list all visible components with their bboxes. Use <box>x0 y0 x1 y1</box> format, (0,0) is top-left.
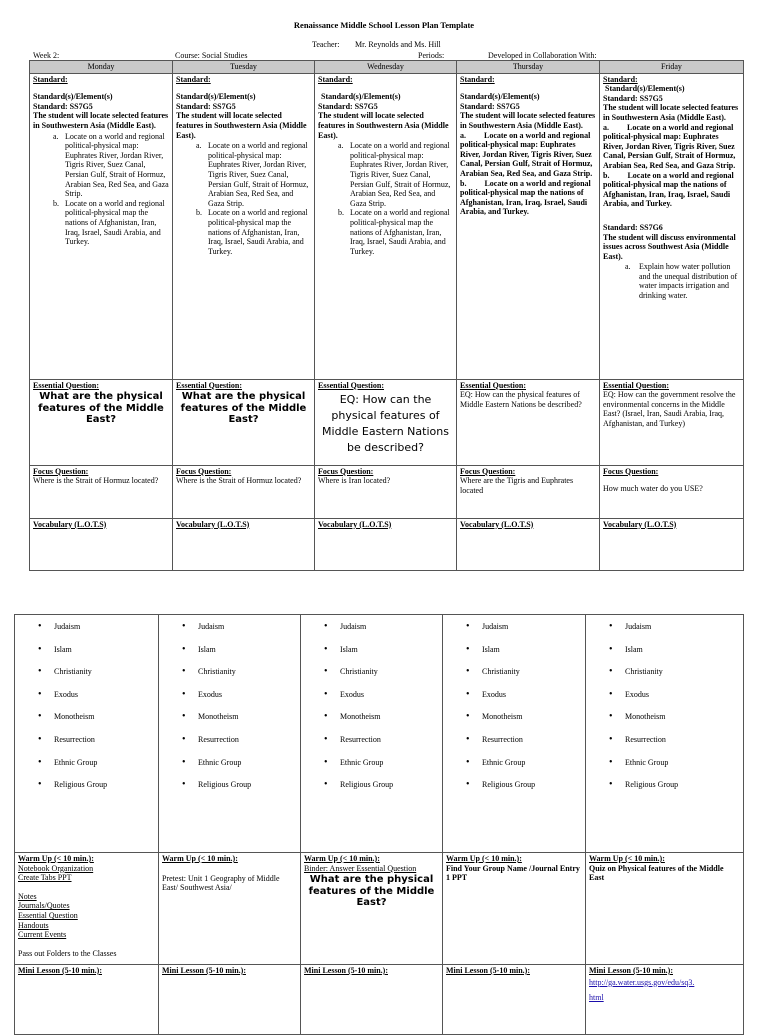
vocab-list-wednesday <box>301 615 443 853</box>
standard-item-a: Locate on a world and regional political-physical map: Euphrates River, Jordan River, Tigris River, Suez Canal, Persian Gulf, Strait of Hormuz, Arabian Sea, Red Sea, and Gaza Strip. <box>603 122 736 170</box>
vocab-term: • Resurrection <box>446 735 582 758</box>
eq-cell-thursday <box>457 379 600 465</box>
vocab-term: • Judaism <box>446 622 582 645</box>
vocab-term: • Resurrection <box>304 735 439 758</box>
focus-cell-wednesday <box>315 465 457 518</box>
elements-label: Standard(s)/Element(s) <box>605 84 685 94</box>
eq-label: Essential Question: <box>33 380 100 390</box>
warmup-text-thursday: Find Your Group Name /Journal Entry 1 PPT <box>446 863 580 883</box>
vocab-term: • Islam <box>304 645 439 668</box>
vocab-term: • Ethnic Group <box>446 758 582 781</box>
vocab-term: • Resurrection <box>162 735 297 758</box>
standard-code: Standard: SS7G5 <box>603 93 663 103</box>
vocab-term: • Monotheism <box>446 712 582 735</box>
warmup-item: Journals/Quotes <box>18 901 70 911</box>
warmup-item: Handouts <box>18 920 49 930</box>
warmup-cell-tuesday <box>159 853 301 965</box>
warmup-label: Warm Up (< 10 min.): <box>304 854 380 863</box>
usgs-link-continued[interactable]: html <box>589 993 604 1003</box>
standard-description: The student will locate selected features in Southwestern Asia (Middle East). <box>176 111 307 140</box>
elements-label: Standard(s)/Element(s) <box>176 92 256 102</box>
vocab-term: • Ethnic Group <box>18 758 155 781</box>
warmup-item: Essential Question <box>18 910 78 920</box>
standard-description-2: The student will discuss environmental issues across Southwest Asia (Middle East). <box>603 232 736 261</box>
warmup-item: Notebook Organization <box>18 863 94 873</box>
vocab-term: • Religious Group <box>304 780 439 803</box>
eq-text-thursday: EQ: How can the physical features of Middle Eastern Nations be described? <box>460 390 582 409</box>
minilesson-cell-tuesday <box>159 965 301 1035</box>
vocab-term: • Exodus <box>162 690 297 713</box>
focus-cell-thursday <box>457 465 600 518</box>
vocab-term: • Monotheism <box>18 712 155 735</box>
standard-code: Standard: SS7G5 <box>460 101 520 111</box>
eq-label: Essential Question: <box>176 380 243 390</box>
vocab-label: Vocabulary (L.O.T.S) <box>603 519 677 529</box>
focus-label: Focus Question: <box>33 466 89 476</box>
focus-text-friday: How much water do you USE? <box>603 484 703 494</box>
vocab-label: Vocabulary (L.O.T.S) <box>460 519 534 529</box>
day-header-tuesday: Tuesday <box>173 61 315 74</box>
focus-text-thursday: Where are the Tigris and Euphrates located <box>460 476 574 495</box>
focus-label: Focus Question: <box>318 466 374 476</box>
minilesson-label: Mini Lesson (5-10 min.): <box>446 966 530 975</box>
vocab-term: • Religious Group <box>18 780 155 803</box>
eq-text-monday: What are the physical features of the Middle East? <box>38 391 164 426</box>
eq-cell-monday <box>30 379 173 465</box>
standard-cell-tuesday: Standard: Standard(s)/Element(s) Standard: SS7G5 The student will locate selected features in Southwestern Asia (Middle East). a. Locate on a world and regional political-physical map: Euphrates River, Jordan River, Tigris River, Suez Canal, Persian Gulf, Strait of Hormuz, Arabian Sea, Red Sea, and Gaza Strip. b. Locate on a world and regional political-physical map the nations of Afghanistan, Iran, Iraq, Israel, Saudi Arabia, and Turkey. <box>173 73 315 379</box>
elements-label: Standard(s)/Element(s) <box>33 92 113 102</box>
elements-label: Standard(s)/Element(s) <box>321 92 401 102</box>
warmup-cell-thursday <box>443 853 586 965</box>
vocab-term: • Exodus <box>589 690 740 713</box>
vocab-term: • Christianity <box>446 667 582 690</box>
focus-cell-tuesday <box>173 465 315 518</box>
warmup-item: Notes <box>18 891 37 901</box>
minilesson-cell-monday <box>15 965 159 1035</box>
vocab-term: • Resurrection <box>589 735 740 758</box>
warmup-label: Warm Up (< 10 min.): <box>18 854 94 863</box>
day-header-wednesday: Wednesday <box>315 61 457 74</box>
standard-item-a: Locate on a world and regional political-physical map: Euphrates River, Jordan River, Tigris River, Suez Canal, Persian Gulf, Strait of Hormuz, Arabian Sea, Red Sea, and Gaza Strip. <box>208 141 309 208</box>
vocab-cell-tuesday <box>173 518 315 570</box>
warmup-cell-monday <box>15 853 159 965</box>
vocab-term: • Religious Group <box>162 780 297 803</box>
focus-cell-friday <box>600 465 744 518</box>
focus-text-tuesday: Where is the Strait of Hormuz located? <box>176 476 302 486</box>
week-label: Week 2: <box>33 51 60 60</box>
standard-description: The student will locate selected features in Southwestern Asia (Middle East). <box>603 103 739 122</box>
vocab-term: • Judaism <box>304 622 439 645</box>
standard-label: Standard: <box>33 74 68 84</box>
focus-label: Focus Question: <box>603 466 659 476</box>
warmup-item: Create Tabs PPT <box>18 873 72 883</box>
focus-cell-monday <box>30 465 173 518</box>
standard-label: Standard: <box>603 74 638 84</box>
teacher-label: Teacher: <box>312 40 340 49</box>
document-title: Renaissance Middle School Lesson Plan Template <box>293 20 475 30</box>
eq-cell-wednesday <box>315 379 457 465</box>
warmup-note: Pass out Folders to the Classes <box>18 948 117 958</box>
vocab-cell-wednesday <box>315 518 457 570</box>
vocab-label: Vocabulary (L.O.T.S) <box>318 519 392 529</box>
vocab-term: • Christianity <box>162 667 297 690</box>
standard-item-a: Locate on a world and regional political-physical map: Euphrates River, Jordan River, Tigris River, Suez Canal, Persian Gulf, Strait of Hormuz, Arabian Sea, Red Sea, and Gaza Strip. <box>350 141 451 208</box>
vocab-term: • Islam <box>589 645 740 668</box>
developed-label: Developed in Collaboration With: <box>488 51 597 60</box>
vocab-term: • Christianity <box>18 667 155 690</box>
eq-cell-tuesday <box>173 379 315 465</box>
standard-description: The student will locate selected features in Southwestern Asia (Middle East). <box>460 111 596 130</box>
vocab-term: • Judaism <box>162 622 297 645</box>
standard-code: Standard: SS7G5 <box>176 101 236 111</box>
vocab-term: • Monotheism <box>589 712 740 735</box>
eq-text-tuesday: What are the physical features of the Middle East? <box>180 391 307 426</box>
vocab-term: • Islam <box>446 645 582 668</box>
focus-label: Focus Question: <box>176 466 232 476</box>
warmup-cell-friday <box>586 853 744 965</box>
vocab-cell-friday <box>600 518 744 570</box>
standard-code: Standard: SS7G5 <box>318 101 378 111</box>
day-header-friday: Friday <box>600 61 744 74</box>
course-label: Course: Social Studies <box>175 51 248 60</box>
standard-item-b: Locate on a world and regional political-physical map the nations of Afghanistan, Iran, Iraq, Israel, Saudi Arabia, and Turkey. <box>208 208 308 256</box>
warmup-label: Warm Up (< 10 min.): <box>446 854 522 863</box>
warmup-text-wednesday: Binder: Answer Essential Question <box>304 863 417 873</box>
vocab-term: • Monotheism <box>162 712 297 735</box>
warmup-text-friday: Quiz on Physical features of the Middle East <box>589 863 724 883</box>
vocab-label: Vocabulary (L.O.T.S) <box>33 519 107 529</box>
teacher-names: Mr. Reynolds and Ms. Hill <box>355 40 441 49</box>
standard-item-b: Locate on a world and regional political-physical map the nations of Afghanistan, Iran, Iraq, Israel, Saudi Arabia, and Turkey. <box>460 178 591 217</box>
vocab-cell-monday <box>30 518 173 570</box>
eq-label: Essential Question: <box>603 380 670 390</box>
vocab-term: • Christianity <box>589 667 740 690</box>
vocab-term: • Ethnic Group <box>304 758 439 781</box>
standard-cell-monday: Standard: Standard(s)/Element(s) Standard: SS7G5 The student will locate selected features in Southwestern Asia (Middle East). a. Locate on a world and regional political-physical map: Euphrates River, Jordan River, Tigris River, Suez Canal, Persian Gulf, Strait of Hormuz, Arabian Sea, Red Sea, and Gaza Strip. b. Locate on a world and regional political-physical map the nations of Afghanistan, Iran, Iraq, Israel, Saudi Arabia, and Turkey. <box>30 73 173 379</box>
lesson-plan-table-top <box>29 60 744 571</box>
standard-cell-friday: Standard: Standard(s)/Element(s) Standard: SS7G5 The student will locate selected features in Southwestern Asia (Middle East). a. Locate on a world and regional political-physical map: Euphrates River, Jordan River, Tigris River, Suez Canal, Persian Gulf, Strait of Hormuz, Arabian Sea, Red Sea, and Gaza Strip. b. Locate on a world and regional political-physical map the nations of Afghanistan, Iran, Iraq, Israel, Saudi Arabia, and Turkey. Standard: SS7G6 The student will discuss environmental issues across Southwest Asia (Middle East). a. Explain how water pollution and the unequal distribution of water impacts irrigation and drinking water. <box>600 73 744 379</box>
vocab-term: • Islam <box>18 645 155 668</box>
standard-item-b: Locate on a world and regional political-physical map the nations of Afghanistan, Iran, Iraq, Israel, Saudi Arabia, and Turkey. <box>65 198 165 247</box>
eq-label: Essential Question: <box>318 380 385 390</box>
vocab-term: • Ethnic Group <box>589 758 740 781</box>
standard-item-b: Locate on a world and regional political-physical map the nations of Afghanistan, Iran, Iraq, Israel, Saudi Arabia, and Turkey. <box>603 170 734 209</box>
vocab-list-tuesday <box>159 615 301 853</box>
periods-label: Periods: <box>418 51 445 60</box>
standard-cell-wednesday: Standard: Standard(s)/Element(s) Standard: SS7G5 The student will locate selected features in Southwestern Asia (Middle East). a. Locate on a world and regional political-physical map: Euphrates River, Jordan River, Tigris River, Suez Canal, Persian Gulf, Strait of Hormuz, Arabian Sea, Red Sea, and Gaza Strip. b. Locate on a world and regional political-physical map the nations of Afghanistan, Iran, Iraq, Israel, Saudi Arabia, and Turkey. <box>315 73 457 379</box>
standard-item-a-2: Explain how water pollution and the unequal distribution of water impacts irrigation and drinking water. <box>639 262 738 301</box>
minilesson-label: Mini Lesson (5-10 min.): <box>162 966 246 975</box>
standard-cell-thursday: Standard: Standard(s)/Element(s) Standard: SS7G5 The student will locate selected features in Southwestern Asia (Middle East). a. Locate on a world and regional political-physical map: Euphrates River, Jordan River, Tigris River, Suez Canal, Persian Gulf, Strait of Hormuz, Arabian Sea, Red Sea, and Gaza Strip. b. Locate on a world and regional political-physical map the nations of Afghanistan, Iran, Iraq, Israel, Saudi Arabia, and Turkey. <box>457 73 600 379</box>
lesson-plan-table-bottom <box>14 614 744 1035</box>
standard-description: The student will locate selected features in Southwestern Asia (Middle East). <box>33 111 169 130</box>
eq-text-wednesday: EQ: How can the physical features of Middle Eastern Nations be described? <box>322 393 449 454</box>
warmup-cell-wednesday <box>301 853 443 965</box>
warmup-eq-wednesday: What are the physical features of the Middle East? <box>308 874 435 909</box>
day-header-monday: Monday <box>30 61 173 74</box>
vocab-term: • Exodus <box>304 690 439 713</box>
vocab-term: • Ethnic Group <box>162 758 297 781</box>
vocab-term: • Islam <box>162 645 297 668</box>
standard-label: Standard: <box>460 74 495 84</box>
vocab-list-monday <box>15 615 159 853</box>
focus-text-wednesday: Where is Iran located? <box>318 476 391 486</box>
vocab-label: Vocabulary (L.O.T.S) <box>176 519 250 529</box>
standard-item-a: Locate on a world and regional political-physical map: Euphrates River, Jordan River, Tigris River, Suez Canal, Persian Gulf, Strait of Hormuz, Arabian Sea, Red Sea, and Gaza Strip. <box>65 131 169 199</box>
day-header-thursday: Thursday <box>457 61 600 74</box>
eq-text-friday: EQ: How can the government resolve the environmental concerns in the Middle East? (Israel, Iran, Saudi Arabia, Iraq, Afghanistan, and Turkey) <box>603 390 736 428</box>
vocab-term: • Monotheism <box>304 712 439 735</box>
standard-item-b: Locate on a world and regional political-physical map the nations of Afghanistan, Iran, Iraq, Israel, Saudi Arabia, and Turkey. <box>350 208 450 256</box>
minilesson-label: Mini Lesson (5-10 min.): <box>18 966 102 975</box>
vocab-list-friday <box>586 615 744 853</box>
warmup-label: Warm Up (< 10 min.): <box>589 854 665 863</box>
vocab-term: • Exodus <box>446 690 582 713</box>
vocab-cell-thursday <box>457 518 600 570</box>
focus-text-monday: Where is the Strait of Hormuz located? <box>33 476 159 486</box>
standard-item-a: Locate on a world and regional political-physical map: Euphrates River, Jordan River, Tigris River, Suez Canal, Persian Gulf, Strait of Hormuz, Arabian Sea, Red Sea, and Gaza Strip. <box>460 130 593 178</box>
standard-label: Standard: <box>318 74 353 84</box>
standard-description: The student will locate selected features in Southwestern Asia (Middle East). <box>318 111 449 140</box>
minilesson-cell-thursday <box>443 965 586 1035</box>
eq-label: Essential Question: <box>460 380 527 390</box>
vocab-list-thursday <box>443 615 586 853</box>
vocab-term: • Exodus <box>18 690 155 713</box>
eq-cell-friday <box>600 379 744 465</box>
standard-code: Standard: SS7G5 <box>33 101 93 111</box>
usgs-link[interactable]: http://ga.water.usgs.gov/edu/sq3. <box>589 977 695 987</box>
focus-label: Focus Question: <box>460 466 516 476</box>
minilesson-label: Mini Lesson (5-10 min.): <box>589 966 673 975</box>
vocab-term: • Resurrection <box>18 735 155 758</box>
warmup-text-tuesday: Pretest: Unit 1 Geography of Middle East/ Southwest Asia/ <box>162 873 280 893</box>
minilesson-label: Mini Lesson (5-10 min.): <box>304 966 388 975</box>
standard-code-2: Standard: SS7G6 <box>603 222 663 232</box>
vocab-term: • Judaism <box>589 622 740 645</box>
standard-label: Standard: <box>176 74 211 84</box>
warmup-label: Warm Up (< 10 min.): <box>162 854 238 863</box>
vocab-term: • Religious Group <box>446 780 582 803</box>
vocab-term: • Religious Group <box>589 780 740 803</box>
minilesson-cell-wednesday <box>301 965 443 1035</box>
warmup-item: Current Events <box>18 930 67 940</box>
vocab-term: • Judaism <box>18 622 155 645</box>
minilesson-cell-friday <box>586 965 744 1035</box>
elements-label: Standard(s)/Element(s) <box>460 92 540 102</box>
vocab-term: • Christianity <box>304 667 439 690</box>
